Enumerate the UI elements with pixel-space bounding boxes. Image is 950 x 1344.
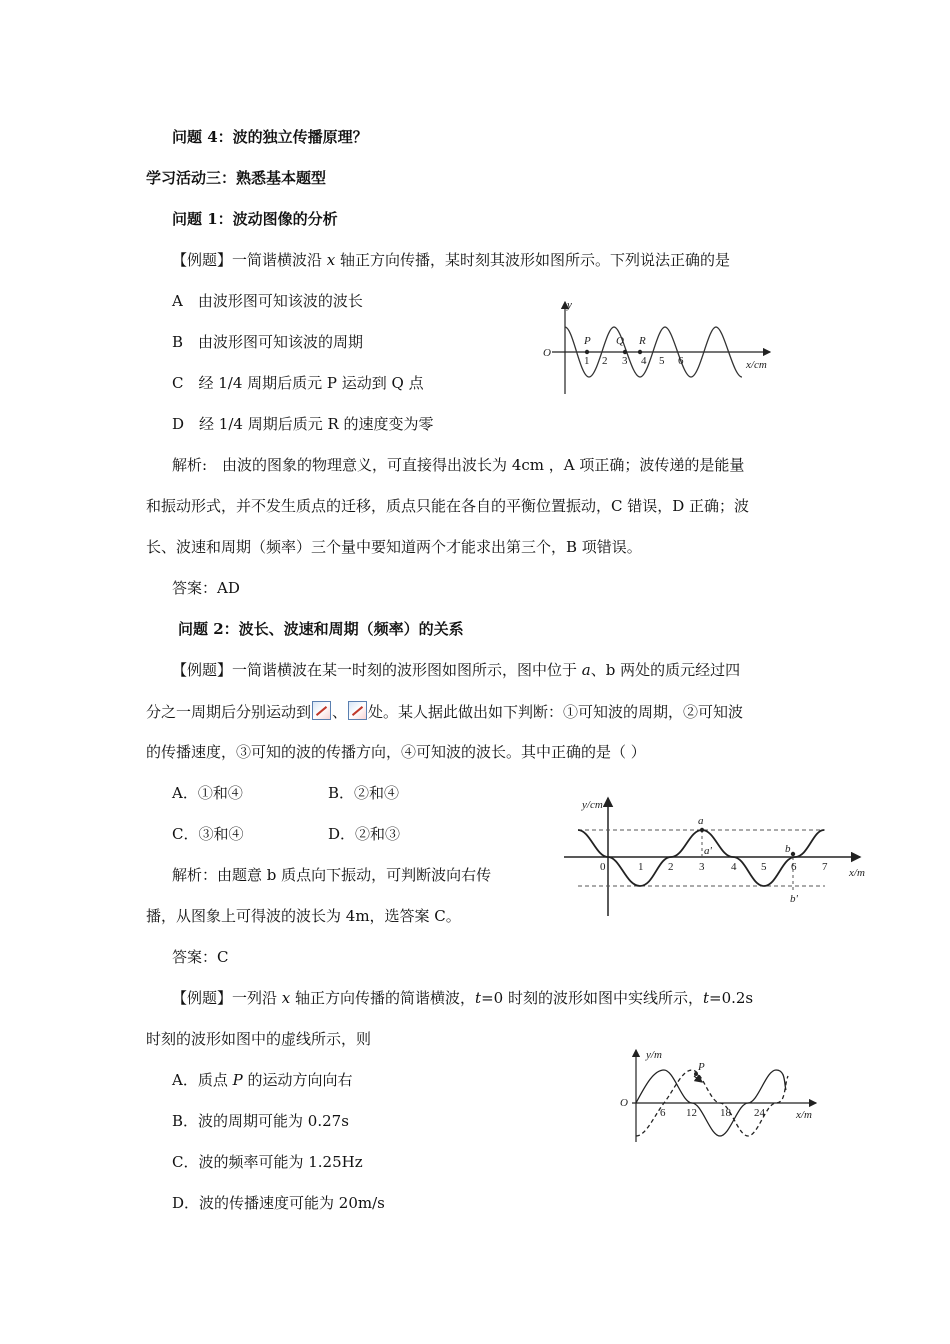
point-p-label: P: [698, 1061, 705, 1073]
tick-label: 6: [678, 355, 684, 367]
x-axis-label: x/m: [796, 1109, 812, 1121]
section1-answer: 答案：AD: [172, 579, 240, 597]
example-label: 【例题】: [172, 661, 233, 679]
tick-label: 4: [641, 355, 647, 367]
section1-option-a: A 由波形图可知该波的波长: [172, 292, 363, 310]
section1-option-c: C 经 1/4 周期后质元 P 运动到 Q 点: [172, 374, 424, 392]
section2-option-b: B．②和④: [328, 784, 400, 802]
section2-option-c: C．③和④: [172, 825, 244, 843]
tick-label: 6: [660, 1107, 666, 1119]
label-a-prime: a': [704, 845, 712, 857]
point-p: [585, 350, 589, 354]
point-r-label: R: [639, 335, 646, 347]
section1-title: 问题 1：波动图像的分析: [172, 210, 338, 228]
tick-label: 7: [822, 861, 828, 873]
label-a: a: [698, 815, 704, 827]
tick-label: 18: [720, 1107, 731, 1119]
section2-line1: 【例题】一简谐横波在某一时刻的波形图如图所示，图中位于 a、b 两处的质元经过四: [172, 661, 741, 679]
tick-label: 3: [699, 861, 705, 873]
q4-title: 问题 4：波的独立传播原理？: [172, 128, 368, 146]
a-prime-image-icon: [312, 701, 331, 720]
section1-option-d: D 经 1/4 周期后质元 R 的速度变为零: [172, 415, 434, 433]
section2-answer: 答案：C: [172, 948, 229, 966]
section1-analysis-2: 和振动形式，并不发生质点的迁移，质点只能在各自的平衡位置振动，C 错误，D 正确；波: [146, 497, 750, 515]
point-r: [638, 350, 642, 354]
tick-labels: [660, 1107, 766, 1119]
section2-analysis-2: 播，从图象上可得波的波长为 4m，选答案 C。: [146, 907, 461, 925]
section3-wave-figure: [616, 1046, 836, 1146]
section3-line2: 时刻的波形如图中的虚线所示，则: [146, 1030, 372, 1048]
section2-line3: 的传播速度，③可知的波的传播方向，④可知波的波长。其中正确的是（ ）: [146, 743, 646, 761]
section2-line2: 分之一周期后分别运动到 、 处。某人据此做出如下判断：①可知波的周期，②可知波: [146, 703, 744, 721]
origin-label: 0: [600, 861, 606, 873]
section3-option-c: C．波的频率可能为 1.25Hz: [172, 1153, 363, 1171]
tick-label: 5: [659, 355, 665, 367]
x-axis-label: x/m: [849, 867, 865, 879]
wave-curve: [578, 830, 824, 886]
tick-label: 6: [791, 861, 797, 873]
y-axis-label: y/m: [646, 1049, 662, 1061]
point-b: [791, 852, 795, 856]
section1-option-b: B 由波形图可知该波的周期: [172, 333, 364, 351]
section1-wave-figure: [540, 298, 780, 398]
tick-label: 5: [761, 861, 767, 873]
origin-label: O: [620, 1097, 628, 1109]
section3-line1: 【例题】一列沿 x 轴正方向传播的简谐横波，t=0 时刻的波形如图中实线所示，t=0.2s: [172, 989, 754, 1007]
tick-label: 1: [638, 861, 644, 873]
tick-label: 2: [602, 355, 608, 367]
section2-option-d: D．②和③: [328, 825, 401, 843]
point-q: [623, 350, 627, 354]
section1-analysis-1: 解析: 由波的图象的物理意义，可直接得出波长为 4cm ，A 项正确；波传递的是能量: [172, 456, 745, 474]
b-prime-image-icon: [348, 701, 367, 720]
section2-option-a: A．①和④: [172, 784, 243, 802]
section1-example: 【例题】一简谐横波沿 x 轴正方向传播，某时刻其波形如图所示。下列说法正确的是: [172, 251, 731, 269]
section1-analysis-3: 长、波速和周期（频率）三个量中要知道两个才能求出第三个，B 项错误。: [146, 538, 642, 556]
label-b: b: [785, 843, 791, 855]
tick-labels: [638, 861, 828, 873]
x-axis-label: x/cm: [746, 359, 767, 371]
example-label: 【例题】: [172, 989, 233, 1007]
tick-label: 1: [584, 355, 590, 367]
section3-option-b: B．波的周期可能为 0.27s: [172, 1112, 349, 1130]
example-label: 【例题】: [172, 251, 233, 269]
y-axis-label: y: [567, 299, 572, 311]
tick-label: 24: [754, 1107, 765, 1119]
section2-title: 问题 2：波长、波速和周期（频率）的关系: [178, 620, 464, 638]
label-b-prime: b': [790, 893, 798, 905]
section3-option-d: D．波的传播速度可能为 20m/s: [172, 1194, 385, 1212]
activity3-title: 学习活动三：熟悉基本题型: [146, 169, 327, 187]
point-q-label: Q: [616, 335, 624, 347]
tick-label: 2: [668, 861, 674, 873]
tick-label: 12: [686, 1107, 697, 1119]
section2-analysis-1: 解析：由题意 b 质点向下振动，可判断波向右传: [172, 866, 492, 884]
tick-label: 4: [731, 861, 737, 873]
point-p-label: P: [584, 335, 591, 347]
section2-wave-figure: [560, 794, 880, 919]
point-a: [700, 828, 704, 832]
section3-option-a: A．质点 P 的运动方向向右: [172, 1071, 353, 1089]
origin-label: O: [543, 347, 551, 359]
tick-label: 3: [622, 355, 628, 367]
y-axis-label: y/cm: [582, 799, 603, 811]
